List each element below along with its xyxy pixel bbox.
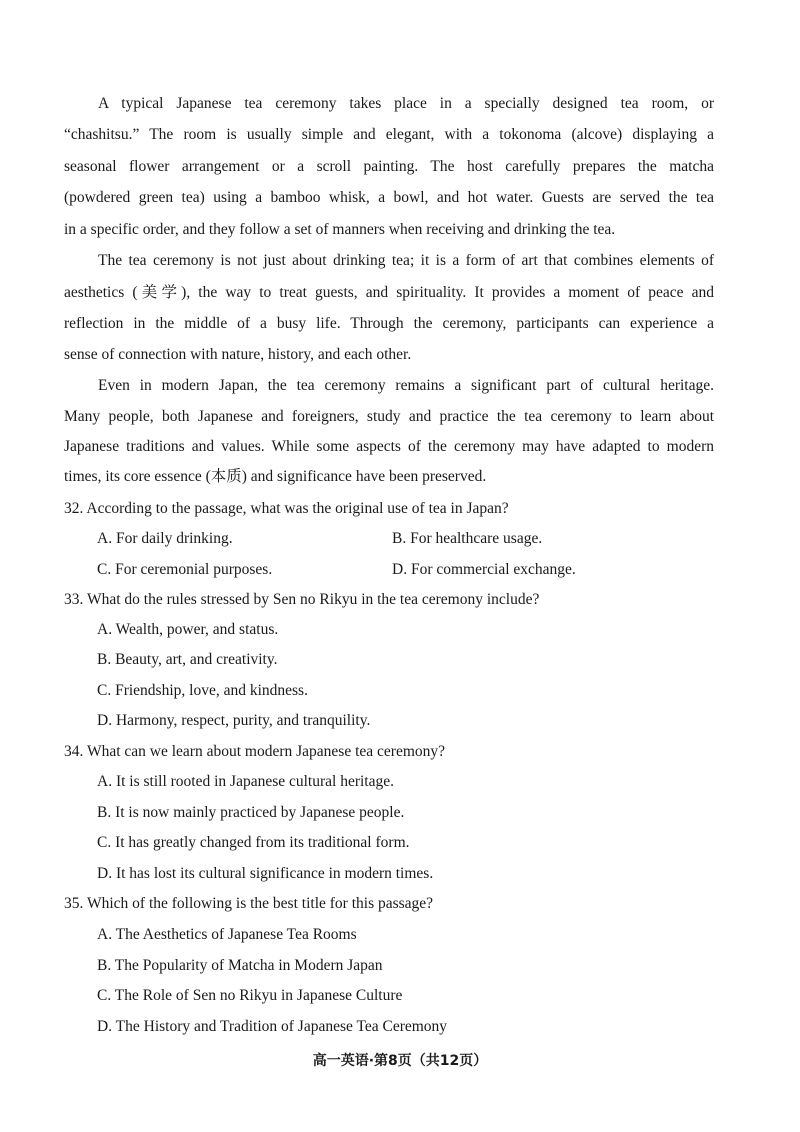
passage-line: seasonal flower arrangement or a scroll painting. The host carefully prepares the matcha xyxy=(64,158,714,175)
passage-line: “chashitsu.” The room is usually simple and elegant, with a tokonoma (alcove) displaying a xyxy=(64,126,714,143)
option-a[interactable]: A. Wealth, power, and status. xyxy=(97,621,279,638)
passage-line: sense of connection with nature, history, and each other. xyxy=(64,346,412,363)
passage-line: The tea ceremony is not just about drinking tea; it is a form of art that combines elements of xyxy=(98,252,714,269)
option-a[interactable]: A. The Aesthetics of Japanese Tea Rooms xyxy=(97,926,357,943)
option-c[interactable]: C. For ceremonial purposes. xyxy=(97,561,273,578)
option-b[interactable]: B. For healthcare usage. xyxy=(392,530,543,547)
option-c[interactable]: C. Friendship, love, and kindness. xyxy=(97,682,308,699)
question-stem: 33. What do the rules stressed by Sen no Rikyu in the tea ceremony include? xyxy=(64,591,540,608)
passage-line: (powdered green tea) using a bamboo whisk, a bowl, and hot water. Guests are served the tea xyxy=(64,189,714,206)
passage-line: times, its core essence (本质) and significance have been preserved. xyxy=(64,468,487,485)
question-stem: 34. What can we learn about modern Japanese tea ceremony? xyxy=(64,743,446,760)
option-a[interactable]: A. It is still rooted in Japanese cultural heritage. xyxy=(97,773,394,790)
option-b[interactable]: B. It is now mainly practiced by Japanese people. xyxy=(97,804,405,821)
option-b[interactable]: B. Beauty, art, and creativity. xyxy=(97,651,278,668)
passage-line: Even in modern Japan, the tea ceremony remains a significant part of cultural heritage. xyxy=(98,377,714,394)
option-c[interactable]: C. The Role of Sen no Rikyu in Japanese Culture xyxy=(97,987,403,1004)
page-footer: 高一英语·第8页（共12页） xyxy=(312,1053,488,1069)
option-b[interactable]: B. The Popularity of Matcha in Modern Japan xyxy=(97,957,383,974)
passage-line: Many people, both Japanese and foreigners, study and practice the tea ceremony to learn about xyxy=(64,408,714,425)
passage-line: reflection in the middle of a busy life. Through the ceremony, participants can experience a xyxy=(64,315,714,332)
option-d[interactable]: D. Harmony, respect, purity, and tranquility. xyxy=(97,712,371,729)
passage-line: Japanese traditions and values. While some aspects of the ceremony may have adapted to modern xyxy=(64,438,714,455)
question-stem: 32. According to the passage, what was the original use of tea in Japan? xyxy=(64,500,509,517)
option-a[interactable]: A. For daily drinking. xyxy=(97,530,233,547)
option-d[interactable]: D. The History and Tradition of Japanese Tea Ceremony xyxy=(97,1018,448,1035)
passage-line: aesthetics (美学), the way to treat guests, and spirituality. It provides a moment of peace and xyxy=(64,284,714,301)
question-stem: 35. Which of the following is the best title for this passage? xyxy=(64,895,434,912)
option-d[interactable]: D. For commercial exchange. xyxy=(392,561,576,578)
passage-line: A typical Japanese tea ceremony takes place in a specially designed tea room, or xyxy=(98,95,714,112)
option-c[interactable]: C. It has greatly changed from its traditional form. xyxy=(97,834,410,851)
option-d[interactable]: D. It has lost its cultural significance in modern times. xyxy=(97,865,434,882)
passage-line: in a specific order, and they follow a set of manners when receiving and drinking the tea. xyxy=(64,221,616,238)
